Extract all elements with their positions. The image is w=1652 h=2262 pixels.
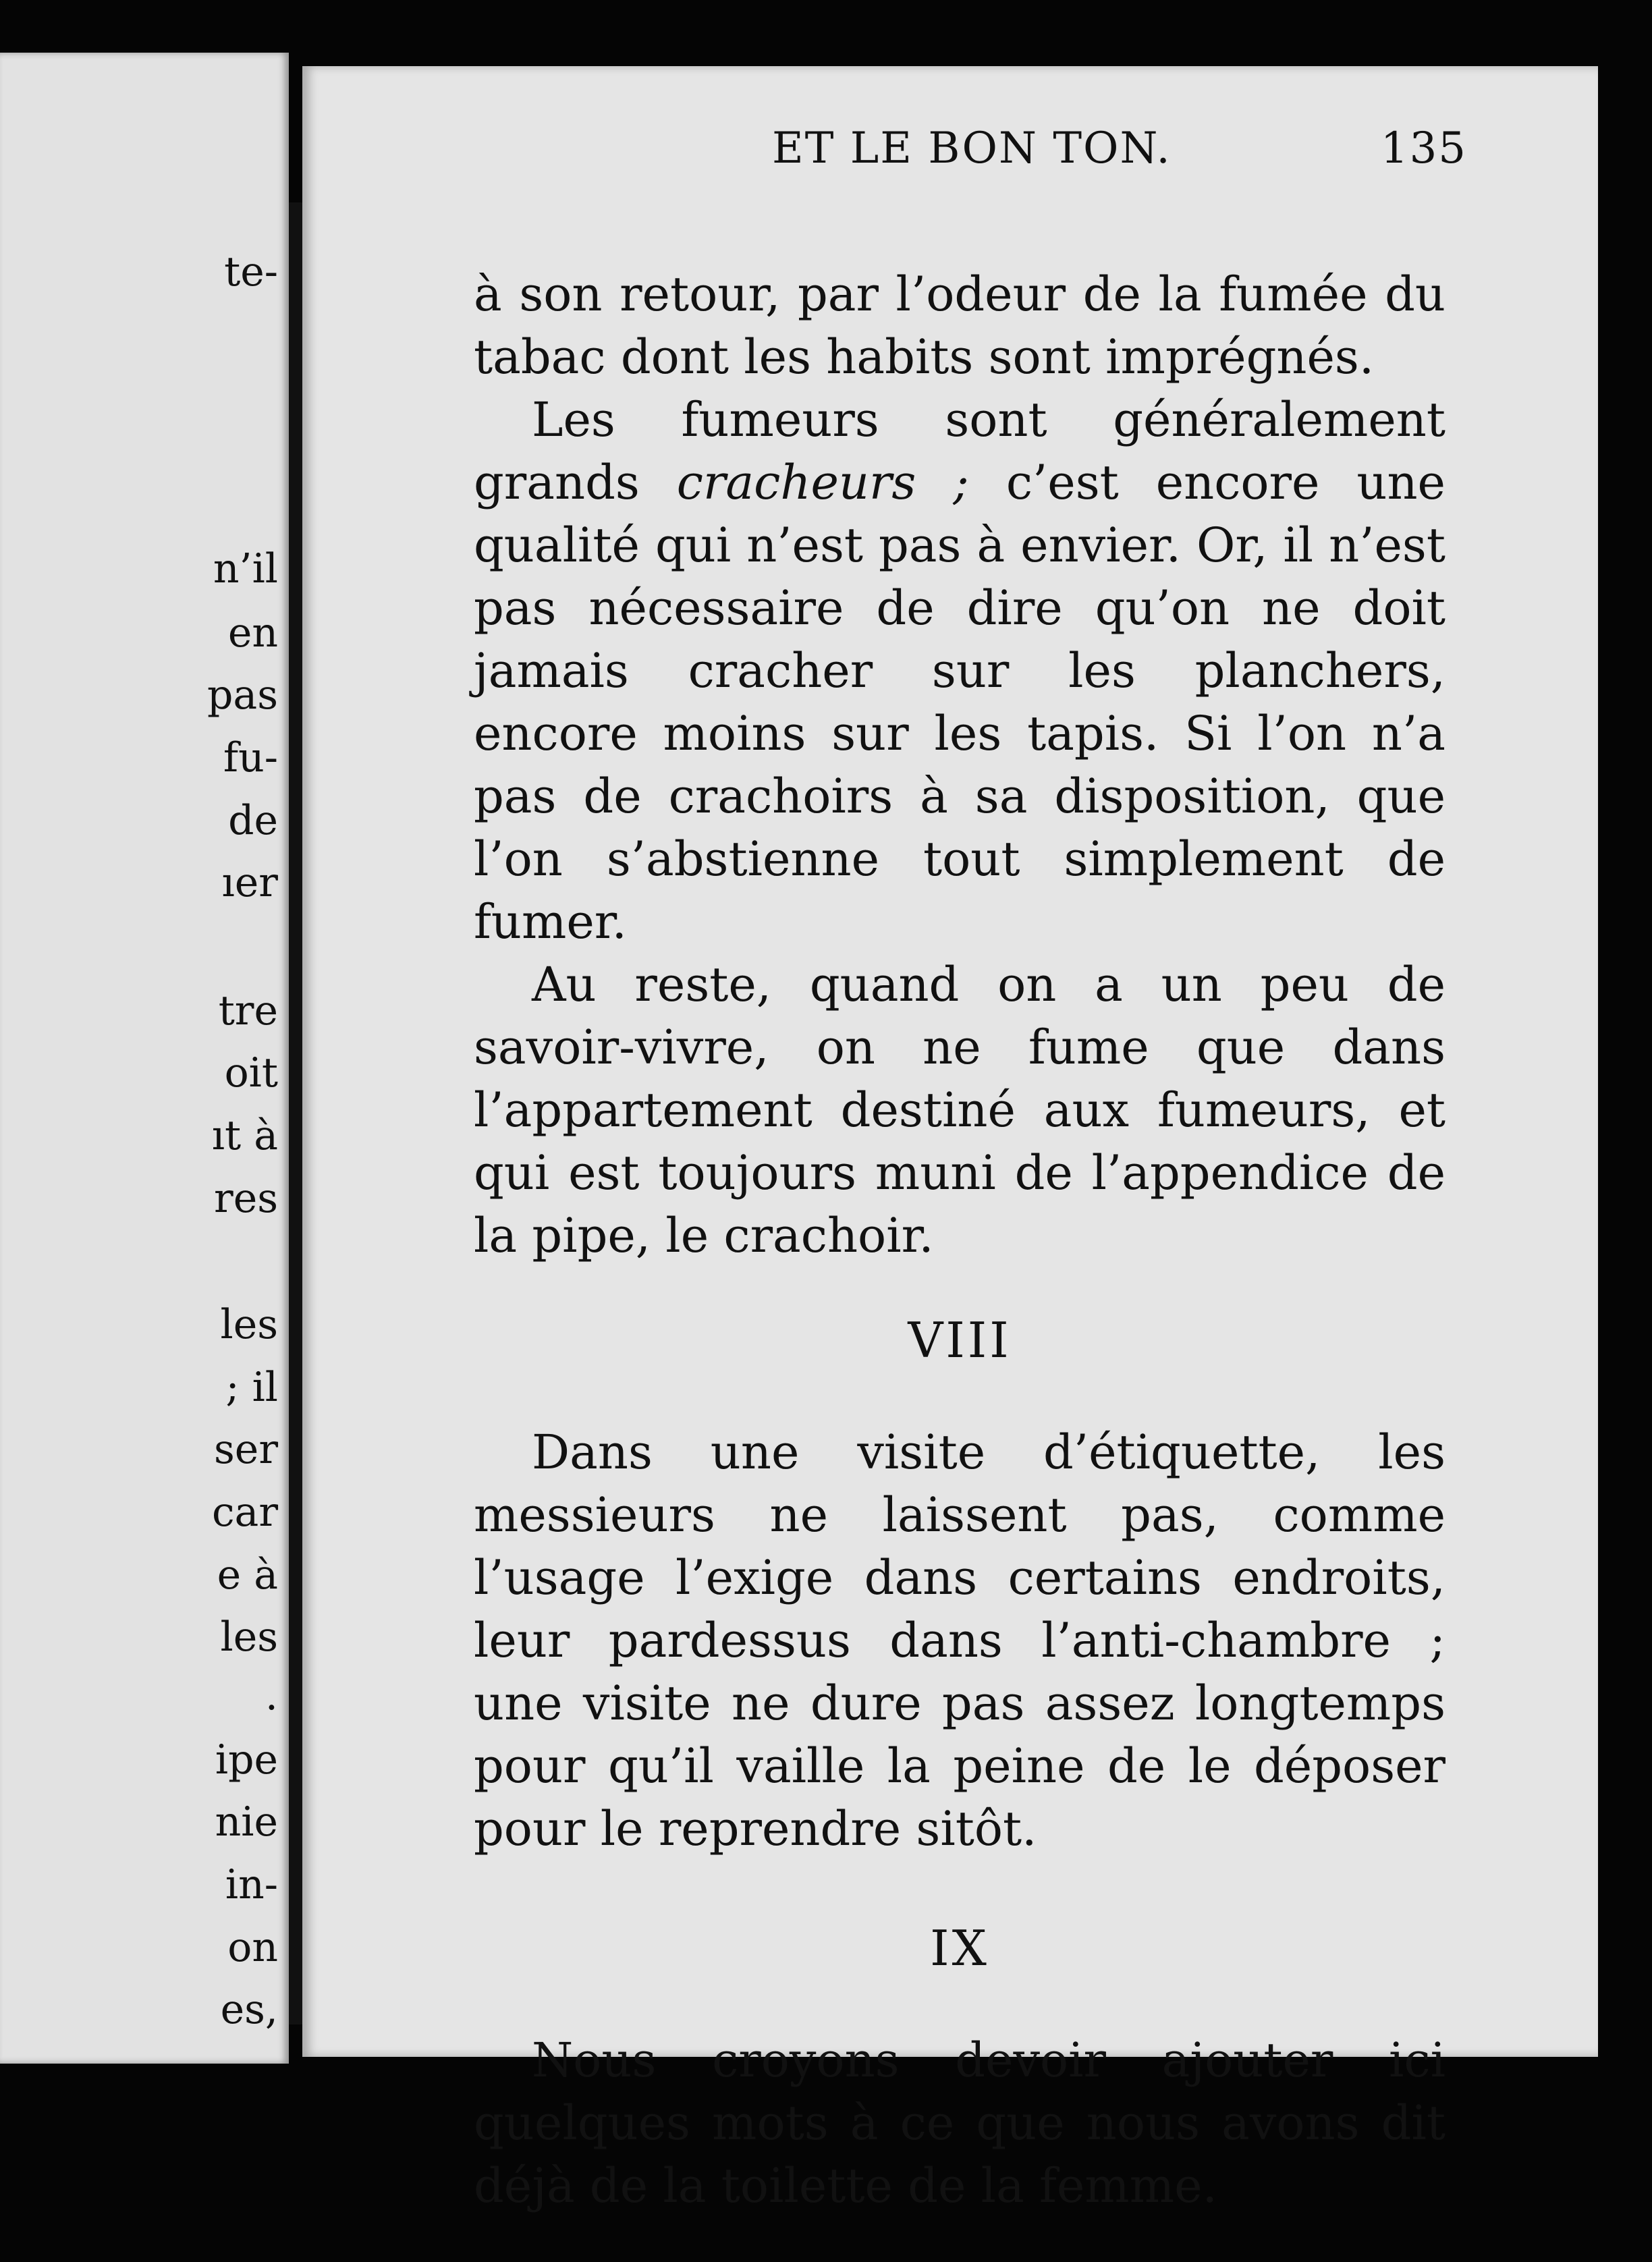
- left-page-fragment: les: [220, 1613, 278, 1661]
- book-gutter: [289, 202, 302, 2024]
- left-page-fragment: ipe: [215, 1736, 278, 1784]
- left-page-fragment: car: [211, 1489, 278, 1536]
- left-page-fragment: les: [220, 1301, 278, 1348]
- left-page-fragment: n’il: [213, 545, 278, 592]
- left-page-fragment: tre: [218, 987, 278, 1035]
- page-number: 135: [1380, 123, 1467, 173]
- left-page-fragment: ıt à: [211, 1112, 278, 1159]
- paragraph: Nous croyons devoir ajouter ici quelques mots à ce que nous avons dit déjà de la toilette de la femme.: [474, 2033, 1446, 2213]
- left-page-fragment: de: [228, 797, 278, 844]
- left-page-fragment: ; il: [225, 1364, 278, 1411]
- left-page-fragment: te-: [224, 248, 278, 296]
- left-page-fragment: es,: [220, 1986, 278, 2033]
- paragraph-text: c’est encore une qualité qui n’est pas à envier. Or, il n’est pas nécessaire de dire qu’on ne doit jamais cracher sur les planchers, encore moins sur les tapis. Si l’on n’a pas de crachoirs à sa disposition, que l’on s’abstienne tout simplement de fumer.: [474, 455, 1446, 949]
- paragraph: Au reste, quand on a un peu de savoir-vivre, on ne fume que dans l’appartement destiné aux fumeurs, et qui est toujours muni de l’appendice de la pipe, le crachoir.: [474, 957, 1446, 1263]
- left-page-fragment: fu-: [223, 734, 278, 781]
- paragraph: [474, 389, 1446, 954]
- left-page: [0, 53, 289, 2064]
- left-page-fragment: .: [265, 1672, 278, 1719]
- left-page-fragment: ser: [214, 1426, 278, 1473]
- left-page-fragment: nie: [215, 1798, 278, 1846]
- left-page-fragment: ıer: [221, 859, 278, 906]
- page-body: [474, 263, 1446, 2217]
- section-heading: IX: [930, 1920, 989, 1977]
- paragraph-text: Les fumeurs sont généralement grands: [474, 392, 1446, 510]
- left-page-fragment: pas: [207, 671, 278, 719]
- paragraph: à son retour, par l’odeur de la fumée du tabac dont les habits sont imprégnés.: [474, 267, 1446, 385]
- italic-term: cracheurs ;: [676, 455, 969, 510]
- left-page-fragment: en: [227, 609, 278, 657]
- left-page-fragment: oit: [224, 1049, 278, 1097]
- section-heading: VIII: [908, 1312, 1012, 1369]
- paragraph: Dans une visite d’étiquette, les messieurs ne laissent pas, comme l’usage l’exige dans certains endroits, leur pardessus dans l’anti-chambre ; une visite ne dure pas assez longtemps pour qu’il vaille la peine de le déposer pour le reprendre sitôt.: [474, 1425, 1446, 1856]
- left-page-fragment: res: [214, 1175, 278, 1222]
- running-title: ET LE BON TON.: [772, 123, 1172, 173]
- left-page-fragment: e à: [217, 1551, 278, 1599]
- left-page-fragment: in-: [225, 1861, 278, 1908]
- left-page-fragment: on: [227, 1924, 278, 1971]
